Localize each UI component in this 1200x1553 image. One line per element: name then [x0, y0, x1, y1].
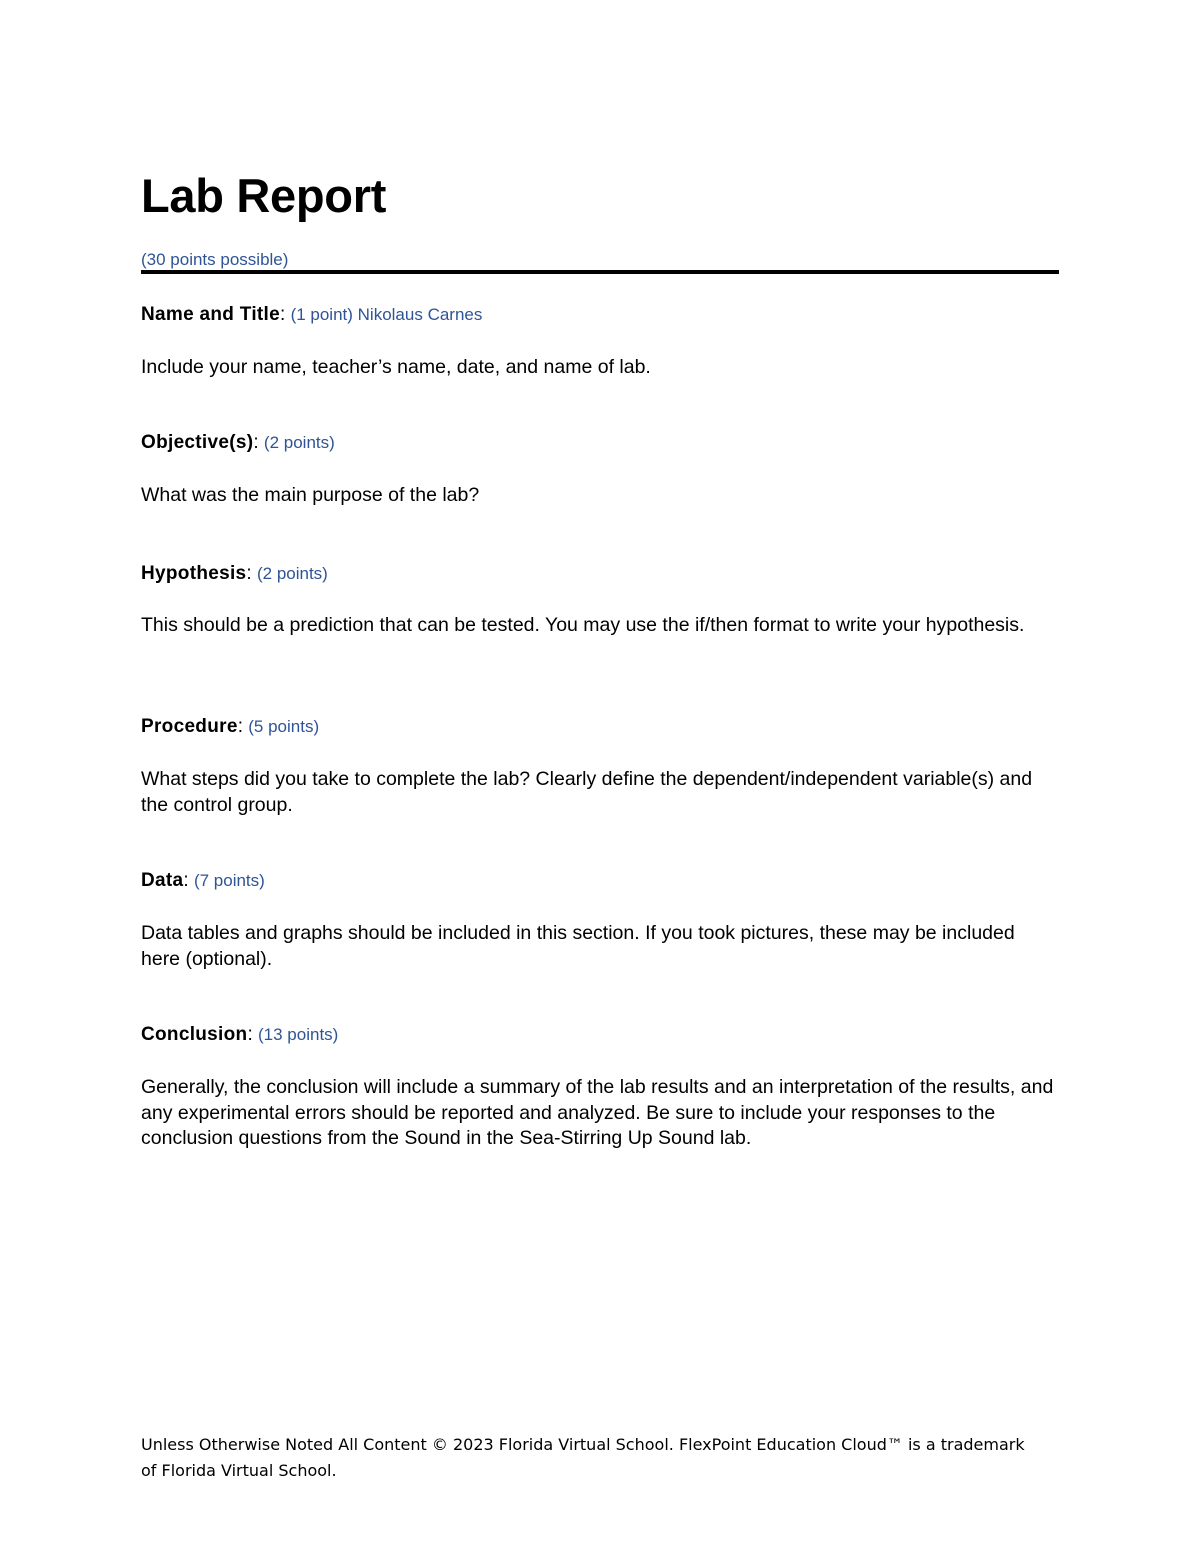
section-points: (13 points) [258, 1025, 339, 1044]
title-divider [141, 270, 1059, 274]
copyright-footer: Unless Otherwise Noted All Content © 2023 Florida Virtual School. FlexPoint Education Cloud™ is a trademark of Florida Virtual School. [141, 1435, 1025, 1480]
heading-colon: : [237, 716, 249, 737]
heading-colon: : [247, 1024, 259, 1045]
section-label: Hypothesis [141, 563, 247, 584]
section-body-hypothesis: This should be a prediction that can be tested. You may use the if/then format to write your hypothesis. [141, 614, 1025, 636]
section-body-conclusion: Generally, the conclusion will include a summary of the lab results and an interpretation of the results, and any experimental errors should be reported and analyzed. Be sure to include your responses to the conclusion questions from the Sound in the Sea-Stirring Up Sound lab. [141, 1076, 1054, 1149]
section-body-data: Data tables and graphs should be included in this section. If you took pictures, these may be included here (optional). [141, 922, 1015, 970]
section-heading-name-title [141, 302, 482, 328]
section-label: Objective(s) [141, 432, 254, 453]
points-possible: (30 points possible) [141, 250, 289, 269]
section-body-objectives: What was the main purpose of the lab? [141, 484, 480, 506]
section-heading-procedure [141, 714, 319, 740]
page-title: Lab Report [141, 169, 387, 222]
section-heading-hypothesis [141, 561, 328, 587]
section-points: (2 points) [263, 433, 335, 452]
section-heading-data [141, 868, 265, 894]
section-points: (1 point) Nikolaus Carnes [290, 305, 483, 324]
section-points: (2 points) [256, 564, 328, 583]
section-label: Procedure [141, 716, 238, 737]
heading-colon: : [183, 870, 194, 891]
heading-colon: : [253, 432, 264, 453]
heading-colon: : [280, 304, 291, 325]
section-heading-conclusion [141, 1022, 338, 1048]
section-body-procedure: What steps did you take to complete the lab? Clearly define the dependent/independent variable(s) and the control group. [141, 768, 1033, 816]
section-label: Name and Title [141, 304, 280, 325]
section-points: (7 points) [193, 871, 265, 890]
heading-colon: : [246, 563, 257, 584]
section-label: Data [141, 870, 184, 891]
section-points: (5 points) [248, 717, 320, 736]
section-heading-objectives [141, 430, 335, 456]
section-body-name-title: Include your name, teacher’s name, date, and name of lab. [141, 356, 651, 378]
section-label: Conclusion [141, 1024, 248, 1045]
